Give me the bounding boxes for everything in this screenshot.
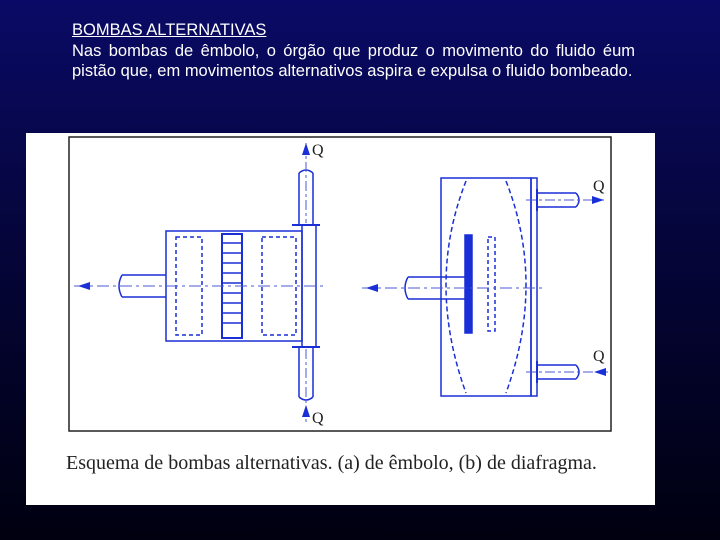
piston-pump	[74, 143, 326, 423]
pump-diagram	[26, 133, 655, 505]
diaphragm-casing	[441, 178, 531, 396]
slide-body: Nas bombas de êmbolo, o órgão que produz o movimento do fluido éum pistão que, em movimentos alternativos aspira e expulsa o fluido bombeado.	[72, 41, 635, 80]
pump-a-label-top: Q	[312, 142, 324, 159]
slide-title: BOMBAS ALTERNATIVAS	[72, 21, 267, 39]
pump-b-label-bottom: Q	[593, 348, 605, 365]
diaphragm-plate	[465, 235, 472, 333]
figure-caption: Esquema de bombas alternativas. (a) de êmbolo, (b) de diafragma.	[66, 452, 597, 474]
slide-text	[72, 20, 635, 82]
pump-b-label-top: Q	[593, 178, 605, 195]
diaphragm-pump	[362, 178, 608, 396]
pump-figure	[26, 133, 655, 505]
pump-a-label-bottom: Q	[312, 410, 324, 427]
diagram-frame	[69, 137, 611, 431]
